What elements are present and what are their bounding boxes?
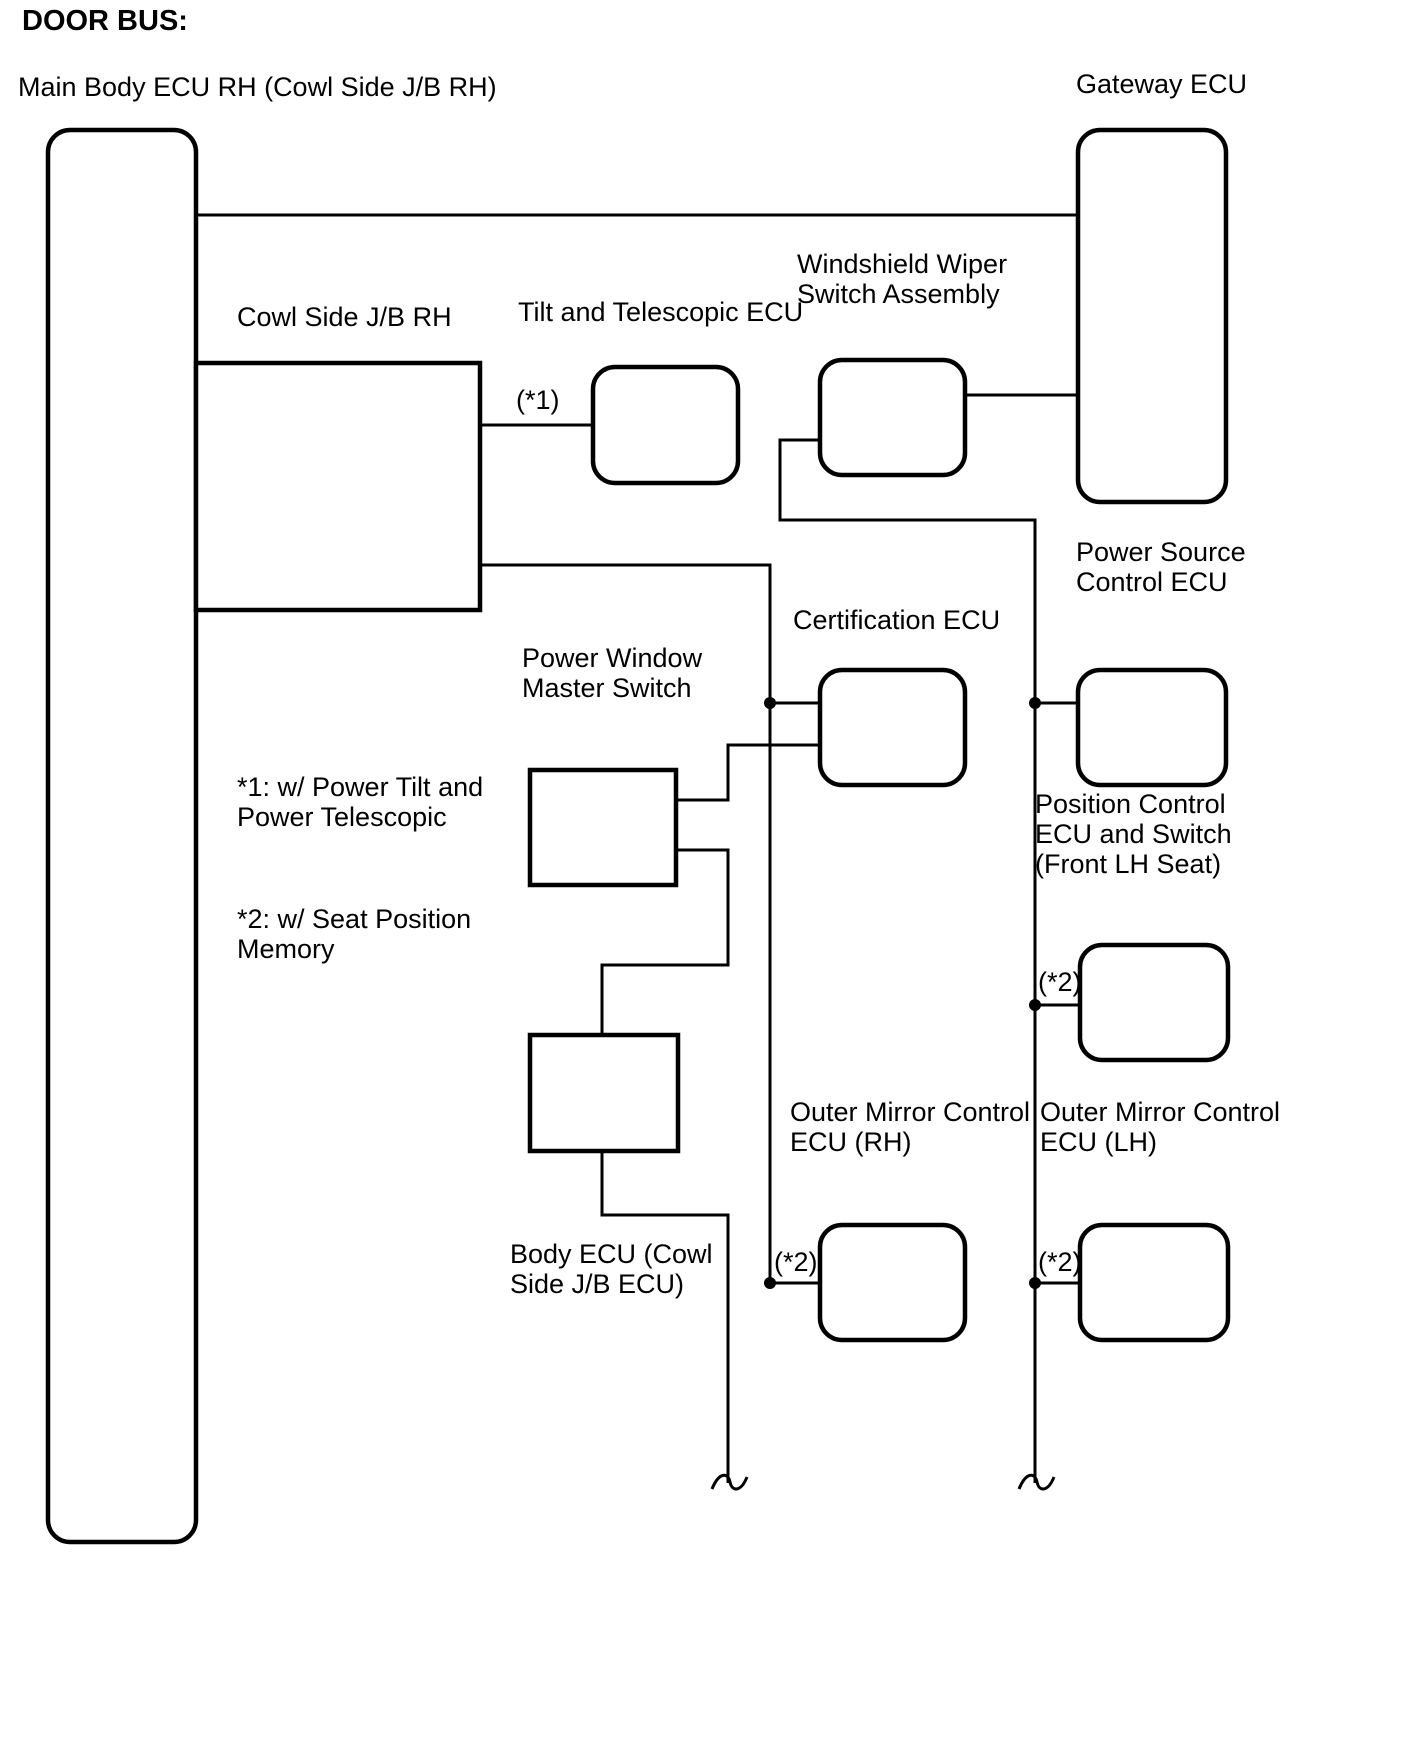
body-ecu-label-line2: Side J/B ECU) (510, 1269, 685, 1299)
gateway-ecu-box (1078, 130, 1226, 502)
power-window-label-line2: Master Switch (522, 673, 692, 703)
gateway-ecu-label: Gateway ECU (1076, 69, 1248, 99)
position-control-label-line3: (Front LH Seat) (1035, 849, 1222, 879)
windshield-wiper-label-line2: Switch Assembly (797, 279, 1000, 309)
break-symbol-left (712, 1475, 747, 1489)
outer-mirror-lh-ecu-box (1080, 1225, 1228, 1340)
cowl-side-jb-box (196, 363, 480, 610)
position-control-label-line2: ECU and Switch (1035, 819, 1232, 849)
power-window-label-line1: Power Window (522, 643, 703, 673)
note2-line2: Memory (237, 934, 335, 964)
junction-dot (1029, 1277, 1041, 1289)
power-source-control-ecu-box (1078, 670, 1226, 785)
junction-dot (764, 697, 776, 709)
tilt-telescopic-ecu-box (593, 367, 738, 483)
outer-mirror-rh-label-line2: ECU (RH) (790, 1127, 912, 1157)
body-ecu-box (530, 1035, 678, 1151)
certification-ecu-box (820, 670, 965, 785)
page-title: DOOR BUS: (22, 5, 188, 37)
note2-line1: *2: w/ Seat Position (237, 904, 472, 934)
position-control-marker-label: (*2) (1038, 967, 1082, 997)
cowl-side-jb-label: Cowl Side J/B RH (237, 302, 452, 332)
outer-mirror-lh-label-line2: ECU (LH) (1040, 1127, 1158, 1157)
outer-mirror-rh-label-line1: Outer Mirror Control (790, 1097, 1031, 1127)
break-symbol-right (1019, 1475, 1054, 1489)
main-body-ecu-box (48, 130, 196, 1542)
note1-line2: Power Telescopic (237, 802, 447, 832)
certification-ecu-label: Certification ECU (793, 605, 1001, 635)
windshield-wiper-label-line1: Windshield Wiper (797, 249, 1008, 279)
junction-dot (1029, 697, 1041, 709)
power-source-label-line2: Control ECU (1076, 567, 1228, 597)
mirror-rh-marker-label: (*2) (774, 1247, 818, 1277)
body-ecu-label-line1: Body ECU (Cowl (510, 1239, 713, 1269)
wire-power-window-to-certification (676, 745, 820, 800)
junction-dot (764, 1277, 776, 1289)
note1-line1: *1: w/ Power Tilt and (237, 772, 484, 802)
mirror-lh-marker-label: (*2) (1038, 1247, 1082, 1277)
junction-dot (1029, 999, 1041, 1011)
main-body-ecu-label: Main Body ECU RH (Cowl Side J/B RH) (18, 72, 497, 102)
power-source-label-line1: Power Source (1076, 537, 1246, 567)
position-control-ecu-box (1080, 945, 1228, 1060)
tilt-telescopic-ecu-label: Tilt and Telescopic ECU (518, 297, 804, 327)
wire-body-ecu-continuation (602, 1151, 728, 1483)
power-window-master-switch-box (530, 770, 676, 885)
outer-mirror-lh-label-line1: Outer Mirror Control (1040, 1097, 1281, 1127)
windshield-wiper-switch-box (820, 360, 965, 475)
tilt-marker-label: (*1) (516, 385, 560, 415)
outer-mirror-rh-ecu-box (820, 1225, 965, 1340)
position-control-label-line1: Position Control (1035, 789, 1226, 819)
